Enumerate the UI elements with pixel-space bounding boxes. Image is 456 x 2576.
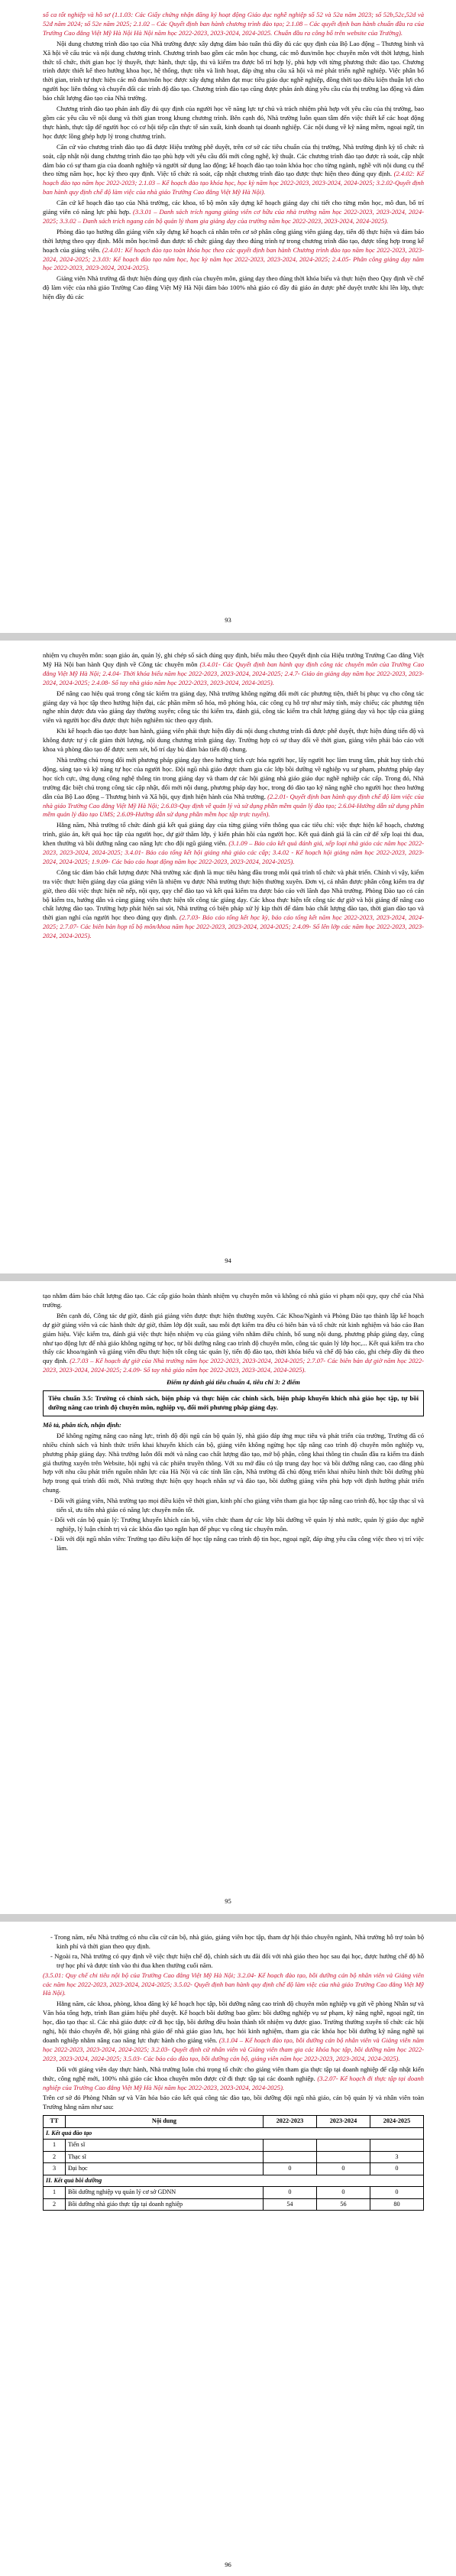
bullet-dash: - — [50, 1951, 55, 1960]
cell-v1 — [263, 2151, 316, 2163]
paragraph-text: Trên cơ sở đó Phòng Nhân sự và Văn hóa báo cáo kết quả công tác đào tạo, bồi dưỡng đội ngũ nhà giáo, cán bộ quản lý và nhân viên toàn Trường hằng năm như sau: — [43, 2094, 424, 2111]
paragraph — [43, 199, 424, 226]
document-page-93 — [0, 0, 456, 633]
paragraph — [43, 868, 424, 941]
cell-tt: 1 — [44, 2187, 66, 2199]
cell-v2: 0 — [316, 2187, 370, 2199]
cell-v2: 0 — [316, 2163, 370, 2175]
paragraph — [43, 651, 424, 688]
bullet-item — [43, 1952, 424, 1971]
section-title: II. Kết quả bồi dưỡng — [44, 2175, 424, 2187]
document-page-95 — [0, 1281, 456, 1914]
evidence-citation: (2.7.03- Báo cáo tổng kết học kỳ, báo cáo tổng kết năm học 2022-2023, 2023-2024, 2024-2025; 2.7.07- Các biên bản họp tổ bộ môn/khoa năm học 2022-2023, 2023-2024, 2024-2025; 2.4.09- Sổ lên lớp các năm học 2022-2023, 2023-2024, 2024-2025). — [43, 913, 424, 940]
page-94-body — [43, 651, 424, 941]
paragraph — [43, 228, 424, 274]
evidence-citation: (3.3.01 – Danh sách trích ngang giảng viên cơ hữu của nhà trường năm học 2022-2023, 2023-2024, 2024-2025; 3.3.02 – Danh sách trích ngang cán bộ quản lý tham gia giảng dạy của trường năm học 2022-2023, 2023-2024, 2024-2025). — [43, 208, 424, 225]
evidence-citation: (2.4.02: Kế hoạch đào tạo năm học 2022-2023; 2.1.03 – Kế hoạch đào tạo khóa học, học kỳ năm học 2022-2023, 2023-2024, 2024-2025; 3.2.02-Quyết định ban hành quy định chế độ làm việc của nhà giáo Trường Cao đẳng Việt Mỹ Hà Nội). — [43, 170, 424, 196]
bullet-item — [43, 1933, 424, 1951]
cell-v3: 0 — [370, 2163, 423, 2175]
cell-tt: 3 — [44, 2163, 66, 2175]
cell-v3: 3 — [370, 2151, 423, 2163]
col-content: Nội dung — [66, 2116, 264, 2128]
bullet-item — [43, 1497, 424, 1515]
paragraph-text: Để nâng cao hiệu quả trong công tác kiểm tra giảng dạy, Nhà trường không ngừng đổi mới các phương tiện, thiết bị phục vụ cho công tác giảng dạy và học tập theo hướng hiện đại, các phần mềm số hóa, mô phỏng hóa, các công cụ hỗ trợ như máy tính, máy chiếu; các phương tiện nghe nhìn được đưa vào giảng dạy thường xuyên; công tác thi kiểm tra, đánh giá, công tác kiểm tra chất lượng giảng dạy và học tập của giảng viên và người học đều được thực hiện nghiêm túc theo quy định. — [43, 689, 424, 725]
bullet-item — [43, 1535, 424, 1553]
cell-v3 — [370, 2140, 423, 2152]
cell-content: Thạc sĩ — [66, 2151, 264, 2163]
cell-v2 — [316, 2140, 370, 2152]
paragraph-text: Giảng viên Nhà trường đã thực hiện đúng quy định của chuyên môn, giảng dạy theo đúng thời khóa biểu và thực hiện theo Quy định về chế độ làm việc của nhà giáo Trường Cao đẳng Việt Mỹ Hà Nội đảm bảo 100% nhà giáo có đầy đủ giáo án được phê duyệt trước khi lên lớp, thực hiện đầy đủ các — [43, 274, 424, 301]
paragraph — [43, 143, 424, 197]
cell-v3: 0 — [370, 2187, 423, 2199]
bullet-text: Đối với đội ngũ nhân viên: Trường tạo điều kiện để học tập nâng cao trình độ tin học, ngoại ngữ, đáp ứng yêu cầu công việc theo vị trí việc làm. — [54, 1534, 424, 1552]
evidence-citation: (2.7.03 – Kế hoạch dự giờ của Nhà trường năm học 2022-2023, 2023-2024, 2024-2025; 2.7.07- Các biên bản dự giờ năm học 2022-2023, 2023-2024, 2024-2025; 2.4.09- Sổ tay nhà giáo năm học 2022-2023, 2023-2024, 2024-2025). — [43, 1357, 424, 1374]
paragraph-text: Nội dung chương trình đào tạo của Nhà trường được xây dựng đảm bảo tuân thủ đầy đủ các quy định của Bộ Lao động – Thương binh và Xã hội về cấu trúc và nội dung chương trình. Chương trình bao gồm các môn học chung, các mô đun/môn học chuyên môn với thời lượng, hình thức tổ chức, thời gian học lý thuyết, thực hành, thực tập, thi và kiểm tra được bố trí hợp lý, phù hợp với từng phương thức đào tạo. Chương trình được thiết kế theo hướng khoa học, hệ thống, thực tiễn và linh hoạt, đáp ứng nhu cầu xã hội và mẻ phát triển nghề nghiệp. Việc phân bổ thời gian, trình tự thực hiện các mô đun/môn học được xây dựng nhằm đạt mục tiêu giáo dục nghề nghiệp, đồng thời tạo điều kiện thuận lợi cho người học liên thông và chuyển đổi các trình độ đào tạo. Chương trình đào tạo cũng được phản ánh đúng yêu cầu của thị trường lao động và đảm bảo chất lượng đào tạo của Nhà trường. — [43, 39, 424, 102]
cell-content: Đại học — [66, 2163, 264, 2175]
paragraph — [43, 2094, 424, 2112]
section-subheading: Mô tả, phân tích, nhận định: — [43, 1420, 121, 1429]
paragraph — [43, 727, 424, 754]
page-number: 93 — [225, 616, 231, 625]
paragraph — [43, 1497, 424, 1552]
paragraph — [43, 40, 424, 103]
evidence-citation: số ca tốt nghiệp và hồ sơ (1.1.03: Các Giấy chứng nhận đăng ký hoạt động Giáo dục nghề nghiệp số 52 và 52a năm 2023; số 52b,52c,52d và 52đ năm 2024; số 52e năm 2025; 2.1.02 – Các Quyết định ban hành chương trình đào tạo; 2.1.08 – Các quyết định ban hành chuẩn đầu ra của Trường Cao đẳng Việt Mỹ Hà Nội Hà Nội năm học 2022-2023, 2023-2024, 2024-2025. Chuẩn đầu ra công bố trên website của Trường). — [43, 11, 424, 37]
bullet-text: Đối với cán bộ quản lý: Trường khuyến khích cán bộ, viên chức tham dự các lớp bồi dưỡng về quản lý nhà nước, quản lý giáo dục nghề nghiệp, lý luận chính trị và các khóa đào tạo ngắn hạn để phục vụ công tác chuyên môn. — [54, 1515, 425, 1533]
section-title: I. Kết quả đào tạo — [44, 2127, 424, 2140]
evidence-citation: (3.1.09 – Báo cáo kết quả đánh giá, xếp loại nhà giáo các năm học 2022-2023, 2023-2024, 2024-2025; 3.4.01- Báo cáo tổng kết hội giảng nhà giáo các cấp; 3.4.02 - Kế hoạch hội giảng năm học 2022-2023, 2023-2024, 2024-2025; 1.9.09- Các báo cáo hoạt động năm học 2022-2023, 2023-2024, 2024-2025). — [43, 839, 424, 865]
page-number: 96 — [225, 2561, 231, 2569]
paragraph-text: Khi kế hoạch đào tạo được ban hành, giảng viên phải thực hiện đầy đủ nội dung chương trình đã được phê duyệt, thực hiện đúng tiến độ và không được tự ý cắt giảm thời lượng, nội dung chương trình giảng dạy. Trường hợp có sự thay đổi về thời gian, giảng viên phải báo cáo với khoa và phòng đào tạo để được xem xét, bố trí dạy bù đảm bảo tiến độ chung. — [43, 727, 424, 754]
bullet-dash: - — [50, 1534, 55, 1543]
cell-content: Bồi dưỡng nghiệp vụ quản lý cơ sở GDNN — [66, 2187, 264, 2199]
training-results-table — [43, 2115, 424, 2211]
cell-v1: 0 — [263, 2187, 316, 2199]
paragraph-text: Nhà trường chú trọng đổi mới phương pháp giảng dạy theo hướng tích cực hóa người học, lấy người học làm trung tâm, phát huy tính chủ động, sáng tạo và kỹ năng tự học của người học. Đội ngũ nhà giáo được tham gia các lớp bồi dưỡng về nghiệp vụ sư phạm, phương pháp dạy học tích cực, ứng dụng công nghệ thông tin trong giảng dạy và tham dự các hội giảng nhà giáo giáo dục nghề nghiệp các cấp. Trong đó, Nhà trường đặc biệt chú trọng công tác cập nhật, đổi mới nội dung, phương pháp dạy học, trong đó đào tạo kỹ năng nghề cho người học theo hướng dẫn của Bộ Lao động – Thương binh và Xã hội, quy định hiện hành của Nhà trường. — [43, 755, 424, 800]
paragraph-text: tạo nhằm đảm bảo chất lượng đào tạo. Các cấp giáo hoàn thành nhiệm vụ chuyên môn và không có nhà giáo vi phạm nội quy, quy chế của Nhà trường. — [43, 1292, 424, 1309]
paragraph-text: Công tác đảm bảo chất lượng được Nhà trường xác định là mục tiêu hàng đầu trong mỗi quá trình tổ chức và phát triển. Chính vì vậy, kiểm tra việc thực hiện giảng dạy của giảng viên là nhiệm vụ được Nhà trường thực hiện thường xuyên. Đơn vị, cá nhân được phân công kiểm tra dự giờ, theo dõi việc thực hiện nề nếp, nội quy, quy chế đào tạo và kết quả kiểm tra được báo cáo với lãnh đạo Nhà trường. Phòng Đào tạo có cán bộ kiểm tra, hướng dẫn và cùng giảng viên thực hiện tốt công tác giảng dạy. Các khoa thực hiện tốt công tác dự giờ và hội giảng để nâng cao chất lượng đào tạo. Trường hợp phát hiện sai sót, Nhà trường có biện pháp xử lý kịp thời để đảm bảo chất lượng đào tạo, thời gian đào tạo và thời gian nghỉ của người học theo đúng quy định. — [43, 868, 424, 922]
evidence-citation: (2.4.01: Kế hoạch đào tạo toàn khóa học theo các quyết định ban hành Chương trình đào tạo năm học 2022-2023, 2023-2024, 2024-2025; 2.3.03: Kế hoạch đào tạo năm học, học kỳ năm học 2022-2023, 2023-2024, 2024-2025; 2.4.05- Phân công giảng dạy năm học 2022-2023, 2023-2024, 2024-2025). — [43, 245, 424, 272]
cell-v3: 80 — [370, 2198, 423, 2211]
paragraph — [43, 1312, 424, 1375]
table-row — [44, 2140, 424, 2152]
table-section-row — [44, 2175, 424, 2187]
col-2024-2025: 2024-2025 — [370, 2116, 423, 2128]
cell-v2: 56 — [316, 2198, 370, 2211]
table-header-row — [44, 2116, 424, 2128]
cell-v1 — [263, 2140, 316, 2152]
table-row — [44, 2163, 424, 2175]
evidence-citation: (3.4.01- Các Quyết định ban hành quy định công tác chuyên môn của Trường Cao đẳng Việt Mỹ Hà Nội; 2.4.04- Thời khóa biểu năm học 2022-2023, 2023-2024, 2024-2025; 2.4.7- Giáo án giảng dạy năm học 2022-2023, 2023-2024, 2024-2025; 2.4.08- Sổ tay nhà giáo năm học 2022-2023, 2023-2024, 2024-2025). — [43, 660, 424, 686]
col-tt: TT — [44, 2116, 66, 2128]
paragraph-text: Hằng năm, Nhà trường tổ chức đánh giá kết quả giảng dạy của từng giảng viên thông qua các tiêu chí: việc thực hiện kế hoạch, chương trình, giáo án, kết quả học tập của người học, dự giờ thăm lớp, ý kiến phản hồi của người học. Kết quả đánh giá là căn cứ để xếp loại thi đua, khen thưởng và bồi dưỡng nâng cao năng lực cho đội ngũ giảng viên. — [43, 821, 424, 848]
scoring-line: Điểm tự đánh giá tiêu chuẩn 4, tiêu chí 3: 2 điểm — [167, 1378, 300, 1387]
cell-v1: 54 — [263, 2198, 316, 2211]
paragraph — [43, 105, 424, 141]
cell-content: Bồi dưỡng nhà giáo thực tập tại doanh nghiệp — [66, 2198, 264, 2211]
bullet-dash: - — [50, 1497, 55, 1505]
page-95-after-box — [43, 1432, 424, 1553]
page-number: 95 — [225, 1897, 231, 1906]
cell-tt: 2 — [44, 2151, 66, 2163]
paragraph — [43, 274, 424, 302]
bullet-item — [43, 1516, 424, 1534]
document-page-94 — [0, 641, 456, 1273]
page-number: 94 — [225, 1257, 231, 1265]
paragraph — [43, 1432, 424, 1495]
paragraph-text: Căn cứ vào chương trình đào tạo đã được Hiệu trưởng phê duyệt, trên cơ sở các tiêu chuẩn của thị trường, Nhà trường định kỳ tổ chức rà soát, cập nhật nội dung chương trình đào tạo phù hợp với yêu cầu đổi mới công nghệ, kỹ thuật. Các chương trình đào tạo được rà soát, cập nhật đảm bảo có sự tham gia của doanh nghiệp và người sử dụng lao động; kế hoạch đào tạo toàn khóa học cho từng ngành, nghề với nội dung cụ thể theo từng năm học, học kỳ theo quy định. Việc tổ chức rà soát, cập nhật chương trình đào tạo được thực hiện theo đúng quy định. — [43, 142, 424, 178]
cell-v2 — [316, 2151, 370, 2163]
paragraph — [43, 821, 424, 867]
paragraph-text: Phòng đào tạo hướng dẫn giảng viên xây dựng kế hoạch cá nhân trên cơ sở phân công giảng viên giảng dạy, tiến độ thực hiện và đảm bảo thời lượng theo quy định. Mỗi môn học/mô đun được tổ chức giảng dạy theo đúng trình tự trong chương trình đào tạo, được tổng hợp trong kế hoạch của giảng viên. — [43, 227, 424, 254]
col-2022-2023: 2022-2023 — [263, 2116, 316, 2128]
evidence-citation: (3.5.01: Quy chế chi tiêu nội bộ của Trường Cao đẳng Việt Mỹ Hà Nội; 3.2.04- Kế hoạch đào tạo, bồi dưỡng cán bộ nhân viên và Giảng viên các năm học 2022-2023, 2023-2024, 2024-2025; 3.5.02- Quyết định ban hành quy định chế độ làm việc của nhà giáo Trường Cao đẳng Việt Mỹ Hà Nội). — [43, 1971, 424, 1997]
paragraph-text: nhiệm vụ chuyên môn: soạn giáo án, quản lý, ghi chép sổ sách đúng quy định, biểu mẫu theo Quyết định của Hiệu trưởng Trường Cao đẳng Việt Mỹ Hà Nội ban hành Quy định về Công tác chuyên môn — [43, 651, 424, 668]
page-96-bullets — [43, 1933, 424, 1971]
paragraph-text: Hằng năm, các khoa, phòng, khoa đăng ký kế hoạch học tập, bồi dưỡng nâng cao trình độ chuyên môn nghiệp vụ gửi về phòng Nhân sự và Văn hóa tổng hợp, trình Ban giám hiệu phê duyệt. Kế hoạch bồi dưỡng bao gồm: bồi dưỡng nghiệp vụ sư phạm, kỹ năng nghề, ngoại ngữ, tin học, đào tạo thạc sĩ. Các nhà giáo được cử đi học tập, bồi dưỡng đều hoàn thành tốt nhiệm vụ được giao. Trường thường xuyên tổ chức các hội nghị, hội thảo chuyên đề, hội giảng nhà giáo để nhà giáo giao lưu, học hỏi kinh nghiệm, tham gia các khóa học bồi dưỡng kỹ năng nghề tại doanh nghiệp nhằm nâng cao năng lực thực hành cho giảng viên. — [43, 2000, 424, 2044]
document-page-96 — [0, 1922, 456, 2576]
cell-tt: 2 — [44, 2198, 66, 2211]
page-93-body — [43, 11, 424, 302]
paragraph — [43, 756, 424, 819]
paragraph-text: Đối với giảng viên dạy thực hành, Nhà trường luôn chú trọng tổ chức cho giảng viên tham gia thực tập tại doanh nghiệp để cập nhật kiến thức, công nghệ mới, 100% nhà giáo các khoa chuyên môn được cử đi thực tập tại các doanh nghiệp. — [43, 2065, 424, 2082]
standard-box: Tiêu chuẩn 3.5: Trường có chính sách, biện pháp và thực hiện các chính sách, biện pháp khuyến khích nhà giáo học tập, tự bồi dưỡng nâng cao trình độ chuyên môn, nghiệp vụ, đổi mới phương pháp giảng dạy. — [43, 1390, 424, 1416]
cell-content: Tiến sĩ — [66, 2140, 264, 2152]
page-95-body — [43, 1292, 424, 1375]
paragraph — [43, 2065, 424, 2093]
paragraph-text: Căn cứ kế hoạch đào tạo của Nhà trường, các khoa, tổ bộ môn xây dựng kế hoạch giảng dạy chi tiết cho từng môn học, mô đun, bố trí giảng viên có năng lực phù hợp. — [43, 199, 424, 216]
paragraph-text: Bên cạnh đó, Công tác dự giờ, đánh giá giảng viên được thực hiện thường xuyên. Các Khoa/Ngành và Phòng Đào tạo thành lập kế hoạch dự giờ giảng viên và các hành thức dự giờ, thăm lớp đột xuất, sau mỗi đợt kiểm tra đều có biên bản và tổ chức rút kinh nghiệm và báo cáo Ban giám hiệu. Việc kiểm tra, đánh giá việc thực hiện nhiệm vụ của giảng viên nhằm điều chỉnh, bổ sung nội dung, phương pháp giảng dạy, cũng như tạo động lực để nhà giáo không ngừng tự học, tự bồi dưỡng nâng cao trình độ chuyên môn, công tác quản lý lớp học,... Kết quả kiểm tra cho thấy các khoa/ngành và giảng viên đều thực hiện tốt công tác quản lý, tiến độ đào tạo, thời khóa biểu và chế độ báo cáo, ghi chép đầy đủ theo quy định. — [43, 1311, 424, 1365]
page-96-body — [43, 1971, 424, 2113]
paragraph-text: Để không ngừng nâng cao năng lực, trình độ đội ngũ cán bộ quản lý, nhà giáo đáp ứng mục tiêu và phát triển của trường, Trường đã có nhiều chính sách và hình thức triển khai khuyến khích cán bộ, giảng viên không ngừng học tập nâng cao trình độ chuyên môn nghiệp vụ, phương pháp giảng dạy. Nhà trường luôn đối mới và nâng cao chất lượng đào tạo, mở bộ phận, công khai thông tin chuẩn đầu ra kiểm tra đánh giá thường xuyên trên Website, hội nghị và các phiên truyền thông. Với xu mở đầu có tập trung dạy học và bồi dưỡng nâng cao, cao đẳng phù hợp với nhu cầu phát triển nguồn nhân lực của Hà Nội và các tỉnh lân cận, Nhà trường đã chủ động triển khai nhiều hình thức bồi dưỡng phù hợp trong quá trình đổi mới, Nhà trường thực hiện quy hoạch nhân sự và đào tạo, bồi dưỡng giảng viên phù hợp với định hướng phát triển chung. — [43, 1431, 424, 1494]
cell-v1: 0 — [263, 2163, 316, 2175]
table-row — [44, 2151, 424, 2163]
bullet-text: Ngoài ra, Nhà trường có quy định về việc thực hiện chế độ, chính sách ưu đãi đối với nhà giáo theo học sau đại học, được hưởng chế độ hỗ trợ học phí và được tính vào thi đua khen thưởng cuối năm. — [54, 1951, 425, 1969]
evidence-citation: (3.1.04 – Kế hoạch đào tạo, bồi dưỡng cán bộ nhân viên và Giảng viên năm học 2022-2023, 2023-2024, 2024-2025; 3.2.03- Quyết định cử nhân viên và Giảng viên tham gia các khóa học tập, bồi dưỡng năm học 2022-2023, 2023-2024, 2024-2025; 3.5.03- Các báo cáo đào tạo, bồi dưỡng cán bộ, giảng viên năm học 2022-2023, 2023-2024, 2024-2025). — [43, 2036, 424, 2062]
evidence-citation: (2.2.01- Quyết định ban hành quy định chế độ làm việc của nhà giáo Trường Cao đẳng Việt Mỹ Hà Nội; 2.6.03-Quy định về quản lý và sử dụng phần mềm quản lý đào tạo; 2.6.04-Hướng dẫn sử dụng phần mềm quản lý đào tạo UMS; 2.6.09-Hướng dẫn sử dụng phần mềm học tập trực tuyến). — [43, 792, 424, 819]
bullet-dash: - — [50, 1933, 55, 1941]
table-section-row — [44, 2127, 424, 2140]
table-row — [44, 2187, 424, 2199]
bullet-text: Đối với giảng viên, Nhà trường tạo mọi điều kiện về thời gian, kinh phí cho giảng viên tham gia học tập nâng cao trình độ, học tập thạc sĩ và tiến sĩ, ưu tiên nhà giáo có năng lực chuyên môn tốt. — [54, 1497, 424, 1514]
paragraph — [43, 689, 424, 726]
evidence-citation: (3.2.07- Kế hoạch đi thực tập tại doanh nghiệp của Trường Cao đẳng Việt Mỹ Hà Nội năm học 2022-2023, 2023-2024, 2024-2025). — [43, 2074, 424, 2091]
paragraph — [43, 1292, 424, 1310]
cell-tt: 1 — [44, 2140, 66, 2152]
bullet-text: Trong năm, nếu Nhà trường có nhu cầu cử cán bộ, nhà giáo, giảng viên học tập, tham dự hội thảo chuyên ngành, Nhà trường hỗ trợ toàn bộ kinh phí và thời gian theo quy định. — [54, 1933, 424, 1950]
paragraph-text: Chương trình đào tạo phản ánh đầy đủ quy định của người học về năng lực tự chủ và trách nhiệm phù hợp với yêu cầu của thị trường, bao gồm các yêu cầu về nội dung và thời gian trong khung chương trình. Bên cạnh đó, Nhà trường luôn quan tâm đến việc thiết kế các hoạt động thực hành, thực tập để người học có cơ hội tiếp cận thực tế sản xuất, kinh doanh tại doanh nghiệp. Các nội dung về kỹ năng mềm, ngoại ngữ, tin học được lồng ghép hợp lý trong chương trình. — [43, 105, 424, 140]
paragraph — [43, 2000, 424, 2063]
table-row — [44, 2198, 424, 2211]
col-2023-2024: 2023-2024 — [316, 2116, 370, 2128]
paragraph — [43, 1971, 424, 1999]
paragraph — [43, 11, 424, 38]
bullet-dash: - — [50, 1515, 55, 1523]
